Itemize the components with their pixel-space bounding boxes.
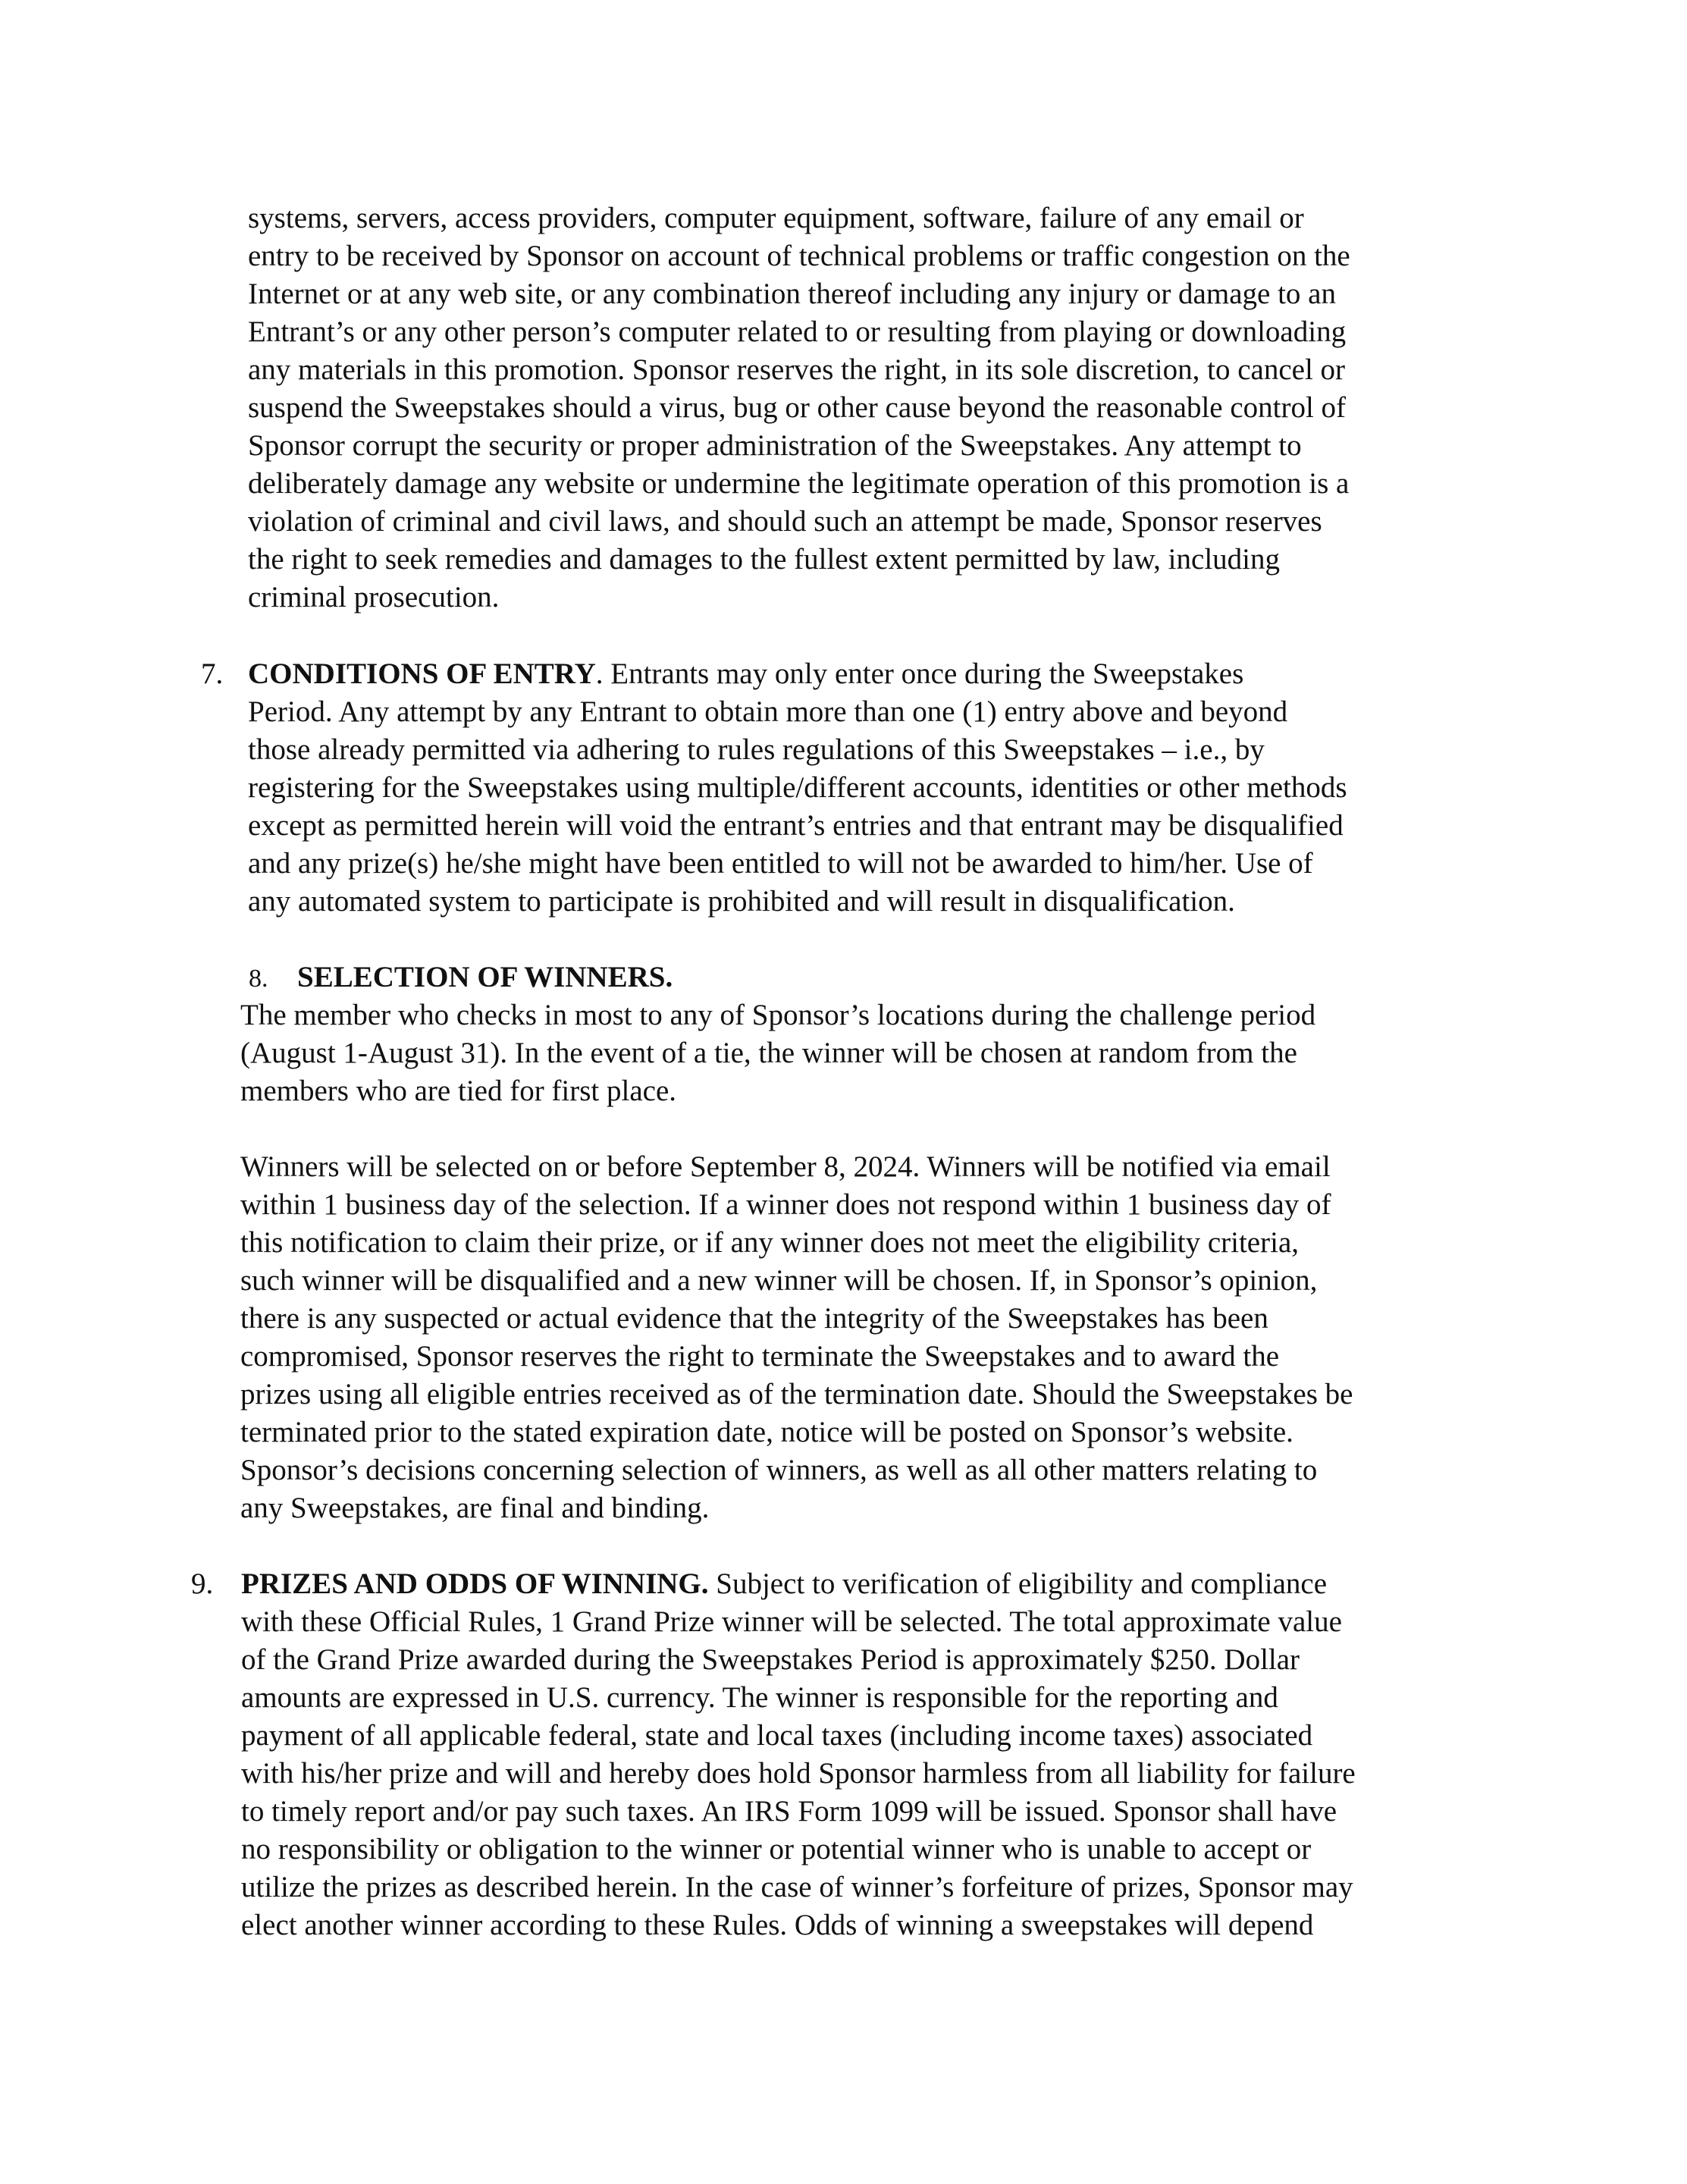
paragraph-line: within 1 business day of the selection. If a winner does not respond within 1 business day of <box>240 1188 1331 1221</box>
paragraph-line: deliberately damage any website or undermine the legitimate operation of this promotion is a <box>248 467 1350 500</box>
section-number: 7. <box>201 657 224 690</box>
paragraph-line: Period. Any attempt by any Entrant to obtain more than one (1) entry above and beyond <box>248 695 1288 728</box>
section-number: 8. <box>249 965 268 993</box>
paragraph-line: of the Grand Prize awarded during the Sweepstakes Period is approximately $250. Dollar <box>241 1643 1300 1676</box>
paragraph-line: this notification to claim their prize, or if any winner does not meet the eligibility criteria, <box>240 1226 1300 1259</box>
paragraph-line: criminal prosecution. <box>248 581 500 613</box>
paragraph-line: with these Official Rules, 1 Grand Prize winner will be selected. The total approximate value <box>241 1605 1342 1638</box>
paragraph-line: Internet or at any web site, or any combination thereof including any injury or damage to an <box>248 278 1336 310</box>
paragraph-line: registering for the Sweepstakes using multiple/different accounts, identities or other methods <box>248 771 1347 804</box>
paragraph-line: and any prize(s) he/she might have been entitled to will not be awarded to him/her. Use of <box>248 847 1313 880</box>
paragraph-line: there is any suspected or actual evidence that the integrity of the Sweepstakes has been <box>240 1302 1268 1335</box>
paragraph-line: any Sweepstakes, are final and binding. <box>240 1492 710 1524</box>
section-heading-line <box>241 1565 1327 1603</box>
paragraph-line: those already permitted via adhering to rules regulations of this Sweepstakes – i.e., by <box>248 733 1265 766</box>
section-heading: CONDITIONS OF ENTRY <box>248 657 596 690</box>
paragraph-line: members who are tied for first place. <box>240 1075 677 1107</box>
section-heading: PRIZES AND ODDS OF WINNING. <box>241 1567 709 1600</box>
paragraph-line: Entrant’s or any other person’s computer related to or resulting from playing or downloading <box>248 315 1347 348</box>
paragraph-line: violation of criminal and civil laws, and should such an attempt be made, Sponsor reserves <box>248 505 1322 538</box>
paragraph-line: any materials in this promotion. Sponsor reserves the right, in its sole discretion, to cancel or <box>248 353 1346 386</box>
paragraph-line: the right to seek remedies and damages to the fullest extent permitted by law, including <box>248 543 1281 576</box>
paragraph-line: Winners will be selected on or before September 8, 2024. Winners will be notified via email <box>240 1150 1331 1183</box>
heading-line-text: Subject to verification of eligibility and compliance <box>708 1567 1328 1600</box>
paragraph-line: payment of all applicable federal, state and local taxes (including income taxes) associated <box>241 1719 1313 1752</box>
paragraph-line: Sponsor corrupt the security or proper administration of the Sweepstakes. Any attempt to <box>248 429 1302 462</box>
paragraph-line: elect another winner according to these Rules. Odds of winning a sweepstakes will depend <box>241 1909 1314 1941</box>
section-heading-line <box>248 655 1243 693</box>
paragraph-line: any automated system to participate is prohibited and will result in disqualification. <box>248 885 1235 918</box>
paragraph-line: such winner will be disqualified and a new winner will be chosen. If, in Sponsor’s opinion, <box>240 1264 1318 1297</box>
paragraph-line: with his/her prize and will and hereby does hold Sponsor harmless from all liability for failure <box>241 1757 1356 1790</box>
paragraph-line: systems, servers, access providers, computer equipment, software, failure of any email or <box>248 202 1304 234</box>
paragraph-line: Sponsor’s decisions concerning selection of winners, as well as all other matters relating to <box>240 1454 1318 1486</box>
paragraph-line: (August 1-August 31). In the event of a tie, the winner will be chosen at random from the <box>240 1037 1297 1069</box>
paragraph-line: no responsibility or obligation to the winner or potential winner who is unable to accept or <box>241 1833 1312 1866</box>
paragraph-line: to timely report and/or pay such taxes. An IRS Form 1099 will be issued. Sponsor shall have <box>241 1795 1337 1828</box>
paragraph-line: amounts are expressed in U.S. currency. The winner is responsible for the reporting and <box>241 1681 1278 1714</box>
paragraph-line: terminated prior to the stated expiration date, notice will be posted on Sponsor’s website. <box>240 1416 1293 1448</box>
paragraph-line: entry to be received by Sponsor on account of technical problems or traffic congestion on the <box>248 240 1350 272</box>
paragraph-line: compromised, Sponsor reserves the right to terminate the Sweepstakes and to award the <box>240 1340 1280 1373</box>
section-number: 9. <box>191 1567 214 1600</box>
paragraph-line: The member who checks in most to any of Sponsor’s locations during the challenge period <box>240 999 1316 1031</box>
heading-line-text: . Entrants may only enter once during the Sweepstakes <box>595 657 1244 690</box>
paragraph-line: suspend the Sweepstakes should a virus, bug or other cause beyond the reasonable control of <box>248 391 1347 424</box>
paragraph-line: prizes using all eligible entries received as of the termination date. Should the Sweepstakes be <box>240 1378 1353 1410</box>
section-heading: SELECTION OF WINNERS. <box>297 961 673 993</box>
paragraph-line: utilize the prizes as described herein. In the case of winner’s forfeiture of prizes, Sponsor may <box>241 1871 1353 1903</box>
paragraph-line: except as permitted herein will void the entrant’s entries and that entrant may be disqualified <box>248 809 1344 842</box>
